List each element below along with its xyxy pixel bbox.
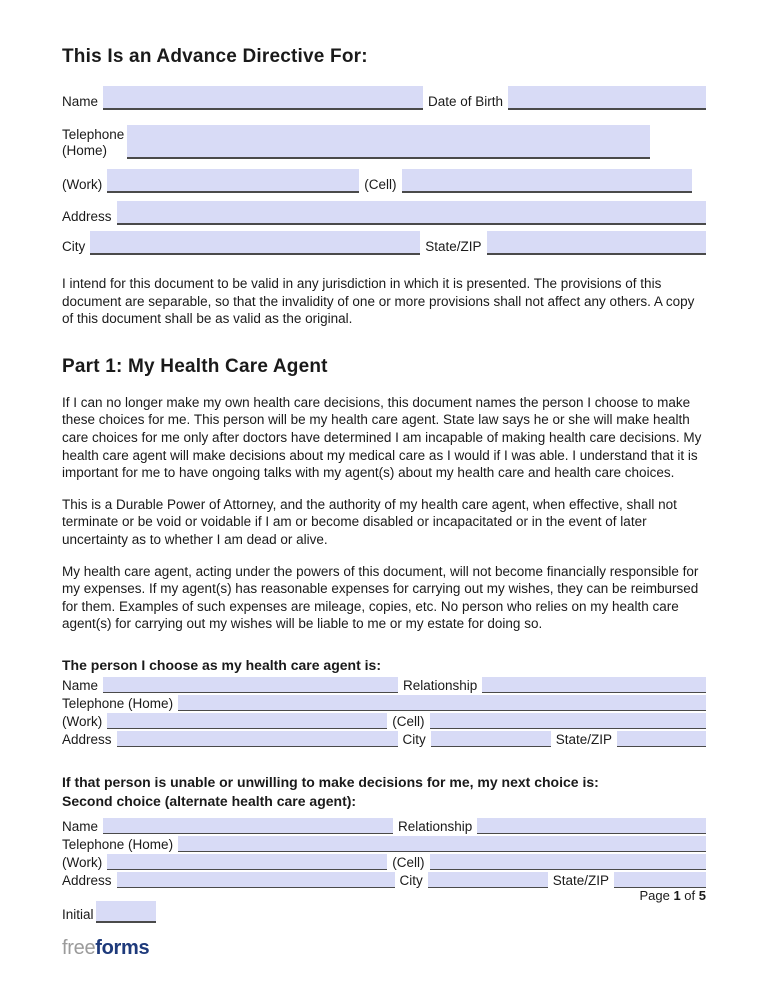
agent1-statezip-field[interactable] [617,731,706,747]
agent2-relationship-field[interactable] [477,818,706,834]
agent1-work-label: (Work) [62,713,103,729]
dob-field[interactable] [508,86,706,110]
city-field[interactable] [90,231,420,255]
initial-row [62,901,156,923]
initial-label: Initial [62,907,94,923]
name-field[interactable] [103,86,423,110]
agent2-heading [62,773,706,811]
telephone-home-field[interactable] [127,125,650,159]
statezip-label: State/ZIP [425,239,482,255]
agent2-relationship-label: Relationship [398,818,473,834]
agent1-work-field[interactable] [107,713,387,729]
agent2-cell-label: (Cell) [392,854,425,870]
validity-paragraph: I intend for this document to be valid in any jurisdiction in which it is presented. The provisions of this document are separable, so that the invalidity of one or more provisions shall not affect any others. A copy of this document shall be as valid as the original. [62,276,695,327]
agent1-heading: The person I choose as my health care agent is: [62,656,381,673]
agent2-name-row [62,817,706,834]
agent2-city-field[interactable] [428,872,548,888]
agent2-statezip-field[interactable] [614,872,706,888]
agent2-address-row [62,871,706,888]
agent1-cell-field[interactable] [430,713,707,729]
agent2-telephone-home-label: Telephone (Home) [62,836,174,852]
agent2-work-field[interactable] [107,854,387,870]
cell-field[interactable] [402,169,693,193]
agent1-city-field[interactable] [431,731,551,747]
intro-address-row [62,201,706,225]
freeforms-logo [62,937,149,960]
agent2-statezip-label: State/ZIP [552,872,610,888]
agent1-telephone-home-label: Telephone (Home) [62,695,174,711]
intro-city-statezip-row [62,231,706,255]
intro-work-cell-row [62,169,706,193]
document-title: This Is an Advance Directive For: [62,46,368,67]
agent1-cell-label: (Cell) [392,713,425,729]
agent2-telephone-home-field[interactable] [178,836,706,852]
name-label: Name [62,94,99,110]
address-label: Address [62,209,112,225]
agent2-name-label: Name [62,818,99,834]
intro-telephone-row [62,125,706,159]
part1-paragraph-2: This is a Durable Power of Attorney, and the authority of my health care agent, when effective, shall not terminate or be void or voidable if I am or become disabled or incapacitated or in the event of later uncertainty as to whether I am dead or alive. [62,496,677,547]
agent1-name-row [62,676,706,693]
statezip-field[interactable] [487,231,706,255]
agent2-city-label: City [399,872,423,888]
agent1-address-field[interactable] [117,731,398,747]
part1-heading: Part 1: My Health Care Agent [62,355,328,377]
agent1-statezip-label: State/ZIP [555,731,613,747]
agent2-work-cell-row [62,853,706,870]
dob-label: Date of Birth [428,94,504,110]
agent1-address-row [62,730,706,747]
page-number: Page 1 of 5 [639,888,706,903]
agent1-work-cell-row [62,712,706,729]
agent2-address-field[interactable] [117,872,395,888]
agent2-work-label: (Work) [62,854,103,870]
agent1-name-field[interactable] [103,677,398,693]
address-field[interactable] [117,201,706,225]
work-label: (Work) [62,177,103,193]
agent1-address-label: Address [62,731,112,747]
agent2-telephone-row [62,835,706,852]
logo-free-text: free [62,937,96,959]
agent1-city-label: City [402,731,426,747]
part1-paragraph-3: My health care agent, acting under the powers of this document, will not become financially responsible for my expenses. If my agent(s) has reasonable expenses for carrying out my wishes, they can be reimbursed for them. Examples of such expenses are mileage, copies, etc. No person who relies on my health care agent(s) for carrying out my wishes will be liable to me or my estate for doing so. [62,563,699,632]
telephone-home-label: Telephone (Home) [62,126,125,158]
agent1-telephone-row [62,694,706,711]
agent2-heading-line2: Second choice (alternate health care agent): [62,792,357,809]
agent2-name-field[interactable] [103,818,393,834]
cell-label: (Cell) [364,177,397,193]
agent2-heading-line1: If that person is unable or unwilling to make decisions for me, my next choice is: [62,773,599,790]
agent2-cell-field[interactable] [430,854,707,870]
work-field[interactable] [107,169,359,193]
initial-field[interactable] [96,901,156,923]
logo-forms-text: forms [95,937,150,959]
agent1-relationship-field[interactable] [482,677,706,693]
agent1-telephone-home-field[interactable] [178,695,706,711]
intro-name-row [62,86,706,110]
city-label: City [62,239,86,255]
agent2-address-label: Address [62,872,112,888]
agent1-name-label: Name [62,677,99,693]
part1-paragraph-1: If I can no longer make my own health care decisions, this document names the person I choose to make these choices for me. This person will be my health care agent. State law says he or she will make health care choices for me only after doctors have determined I am incapable of making health care decisions. My health care agent will make decisions about my medical care as I would if I was able. I understand that it is important for me to have ongoing talks with my agent(s) about my health care and health care choices. [62,394,702,481]
agent1-relationship-label: Relationship [403,677,478,693]
